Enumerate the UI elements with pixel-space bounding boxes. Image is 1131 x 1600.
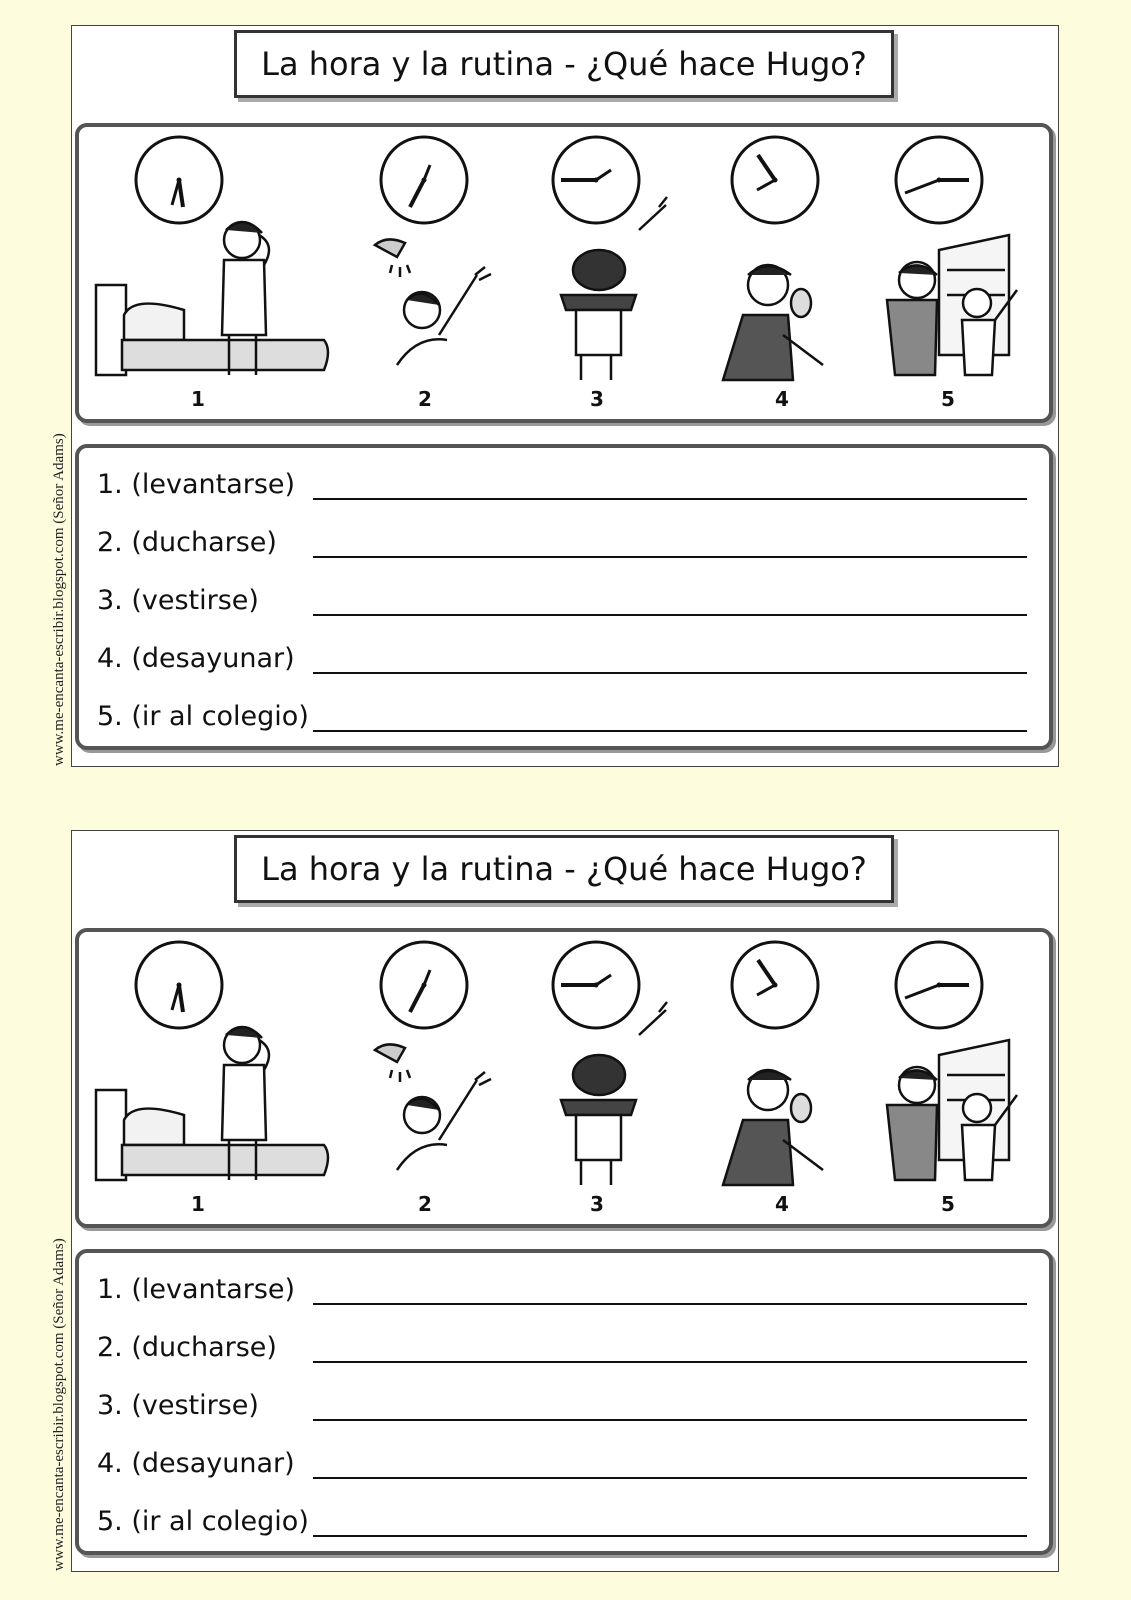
clock-icon — [553, 137, 639, 223]
answer-line[interactable] — [313, 556, 1027, 558]
school-scene — [877, 940, 1077, 1220]
scene-number: 5 — [941, 1192, 955, 1216]
clock-icon — [732, 942, 818, 1028]
clock-icon — [896, 942, 982, 1028]
prompt-label: 2. (ducharse) — [97, 527, 277, 558]
scene-number: 2 — [418, 387, 432, 411]
answer-line[interactable] — [313, 672, 1027, 674]
scene-number: 4 — [775, 387, 789, 411]
scene-number: 4 — [775, 1192, 789, 1216]
answer-row — [97, 464, 1027, 504]
dressing-scene — [541, 135, 741, 415]
prompt-label: 5. (ir al colegio) — [97, 1506, 309, 1537]
answer-row — [97, 522, 1027, 562]
answer-line[interactable] — [313, 1361, 1027, 1363]
answer-line[interactable] — [313, 614, 1027, 616]
scene-number: 5 — [941, 387, 955, 411]
shower-scene — [367, 940, 567, 1220]
pictures-panel — [75, 928, 1053, 1228]
scene-number: 3 — [590, 1192, 604, 1216]
prompt-label: 4. (desayunar) — [97, 1448, 295, 1479]
worksheet-title: La hora y la rutina - ¿Qué hace Hugo? — [234, 30, 894, 98]
scene-number: 3 — [590, 387, 604, 411]
wake-up-scene — [94, 135, 294, 415]
answer-row — [97, 696, 1027, 736]
scene-number: 1 — [191, 387, 205, 411]
worksheet-2 — [51, 830, 1059, 1572]
clock-icon — [381, 942, 467, 1028]
prompt-label: 3. (vestirse) — [97, 1390, 259, 1421]
prompt-label: 1. (levantarse) — [97, 1274, 296, 1305]
answers-panel — [75, 444, 1053, 750]
prompt-label: 5. (ir al colegio) — [97, 701, 309, 732]
prompt-label: 2. (ducharse) — [97, 1332, 277, 1363]
school-scene — [877, 135, 1077, 415]
answer-row — [97, 580, 1027, 620]
answers-panel — [75, 1249, 1053, 1555]
answer-line[interactable] — [313, 498, 1027, 500]
answer-line[interactable] — [313, 1303, 1027, 1305]
clock-icon — [136, 942, 222, 1028]
clock-icon — [732, 137, 818, 223]
prompt-label: 4. (desayunar) — [97, 643, 295, 674]
answer-line[interactable] — [313, 730, 1027, 732]
shower-scene — [367, 135, 567, 415]
answer-row — [97, 1269, 1027, 1309]
pictures-panel — [75, 123, 1053, 423]
clock-icon — [896, 137, 982, 223]
prompt-label: 1. (levantarse) — [97, 469, 296, 500]
clock-icon — [553, 942, 639, 1028]
side-credit: www.me-encanta-escribir.blogspot.com (Señor Adams) — [51, 433, 67, 766]
clock-icon — [136, 137, 222, 223]
worksheet-title: La hora y la rutina - ¿Qué hace Hugo? — [234, 835, 894, 903]
prompt-label: 3. (vestirse) — [97, 585, 259, 616]
scene-number: 2 — [418, 1192, 432, 1216]
wake-up-scene — [94, 940, 294, 1220]
answer-line[interactable] — [313, 1477, 1027, 1479]
scene-number: 1 — [191, 1192, 205, 1216]
side-credit: www.me-encanta-escribir.blogspot.com (Señor Adams) — [51, 1238, 67, 1571]
answer-row — [97, 1327, 1027, 1367]
clock-icon — [381, 137, 467, 223]
dressing-scene — [541, 940, 741, 1220]
answer-row — [97, 638, 1027, 678]
answer-row — [97, 1385, 1027, 1425]
answer-line[interactable] — [313, 1535, 1027, 1537]
answer-line[interactable] — [313, 1419, 1027, 1421]
answer-row — [97, 1501, 1027, 1541]
answer-row — [97, 1443, 1027, 1483]
worksheet-1 — [51, 25, 1059, 767]
